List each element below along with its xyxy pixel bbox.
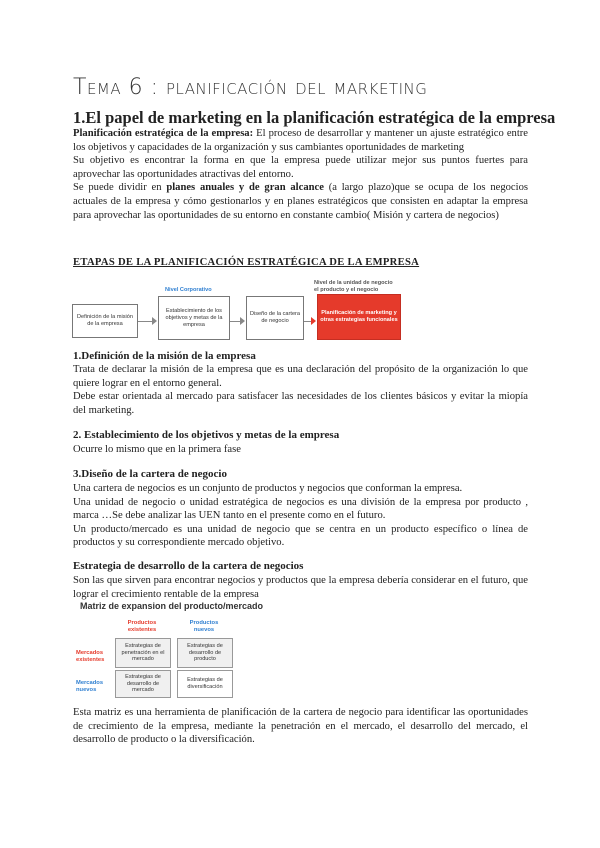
subsection-body: [73, 574, 528, 601]
subsection-body: [73, 482, 528, 550]
arrow-right-icon: [311, 317, 316, 325]
paragraph: Esta matriz es una herramienta de planificación de la cartera de negocio para identificar las oportunidades de crecimiento de la empresa, mediante la penetración en el mercado, el desarrollo del mercado, el desarrollo de producto o la diversificación.: [73, 707, 528, 746]
stage-marketing-planning-box: Planificación de marketing y otras estrategias funcionales: [317, 294, 401, 340]
paragraph: Son las que sirven para encontrar negocios y productos que la empresa debería considerar en el futuro, que lograr el crecimiento rentable de la empresa: [73, 575, 528, 600]
subsection-heading: 3.Diseño de la cartera de negocio: [73, 468, 227, 480]
etapas-heading: ETAPAS DE LA PLANIFICACIÓN ESTRATÉGICA DE LA EMPRESA: [73, 257, 420, 268]
arrow-right-icon: [152, 317, 157, 325]
page-title: Tema 6 : planificación del marketing: [73, 75, 428, 100]
matrix-cell-market-development: Estrategias de desarrollo de mercado: [115, 670, 171, 698]
paragraph: Una unidad de negocio o unidad estratégica de negocios es una división de la empresa por producto , marca …Se debe analizar las UEN tanto en el presente como en el futuro.: [73, 496, 528, 522]
stage-portfolio-box: Diseño de la cartera de negocio: [246, 296, 304, 340]
section-heading: 1.El papel de marketing en la planificación estratégica de la empresa: [73, 108, 556, 127]
section1-body: [73, 127, 528, 222]
business-unit-label: Nivel de la unidad de negocio el producto y el negocio: [314, 280, 393, 293]
flow-arrow-line: [230, 321, 240, 322]
paragraph: Debe estar orientada al mercado para satisfacer las necesidades de los clientes básicos y evitar la miopía del marketing.: [73, 391, 528, 416]
paragraph: Trata de declarar la misión de la empresa que es una declaración del propósito de la organización lo que quiere lograr en el entorno general.: [73, 364, 528, 389]
matrix-cell-product-development: Estrategias de desarrollo de producto: [177, 638, 233, 668]
subsection-heading: 2. Establecimiento de los objetivos y metas de la empresa: [73, 429, 340, 441]
matrix-col-new-products: Productos nuevos: [189, 620, 219, 633]
subsection-body: [73, 363, 528, 417]
subsection-heading: Estrategia de desarrollo de la cartera de negocios: [73, 560, 304, 572]
flow-arrow-line: [138, 321, 152, 322]
paragraph: Ocurre lo mismo que en la primera fase: [73, 444, 241, 455]
paragraph: Un producto/mercado es una unidad de negocio que se centra en un producto específico o línea de productos y su correspondiente mercado objetivo.: [73, 523, 528, 549]
arrow-right-icon: [240, 317, 245, 325]
bold-term: planes anuales y de gran alcance: [166, 182, 324, 194]
matrix-col-existing-products: Productos existentes: [127, 620, 157, 633]
paragraph: Se puede dividir en planes anuales y de gran alcance (a largo plazo)que se ocupa de los negocios actuales de la empresa y cómo gestionarlos y en planes estratégicos que consisten en adaptar la empresa para aprovechar las oportunidades de su entorno en constante cambio( Misión y cartera de negocios): [73, 182, 528, 221]
matrix-row-existing-markets: Mercados existentes: [76, 650, 105, 663]
matrix-title: Matriz de expansion del producto/mercado: [80, 601, 264, 611]
subsection-heading: 1.Definición de la misión de la empresa: [73, 350, 256, 362]
matrix-cell-diversification: Estrategias de diversificación: [177, 670, 233, 698]
subsection-body: [73, 443, 528, 457]
stage-mission-box: Definición de la misión de la empresa: [72, 304, 138, 338]
corporate-level-label: Nivel Corporativo: [165, 287, 212, 293]
bold-term: Planificación estratégica de la empresa:: [73, 128, 254, 139]
paragraph: Su objetivo es encontrar la forma en que la empresa puede utilizar mejor sus puntos fuertes para aprovechar las oportunidades atractivas del entorno.: [73, 155, 528, 180]
matrix-cell-market-penetration: Estrategias de penetración en el mercado: [115, 638, 171, 668]
matrix-row-new-markets: Mercados nuevos: [76, 680, 104, 693]
paragraph: Planificación estratégica de la empresa: El proceso de desarrollar y mantener un ajuste estratégico entre los objetivos y capacidades de la organización y sus cambiantes oportunidades de marketing: [73, 128, 528, 153]
stage-objectives-box: Establecimiento de los objetivos y metas de la empresa: [158, 296, 230, 340]
paragraph: Una cartera de negocios es un conjunto de productos y negocios que conforman la empresa.: [73, 483, 463, 494]
planning-stages-diagram: [70, 276, 410, 342]
closing-body: [73, 706, 528, 747]
